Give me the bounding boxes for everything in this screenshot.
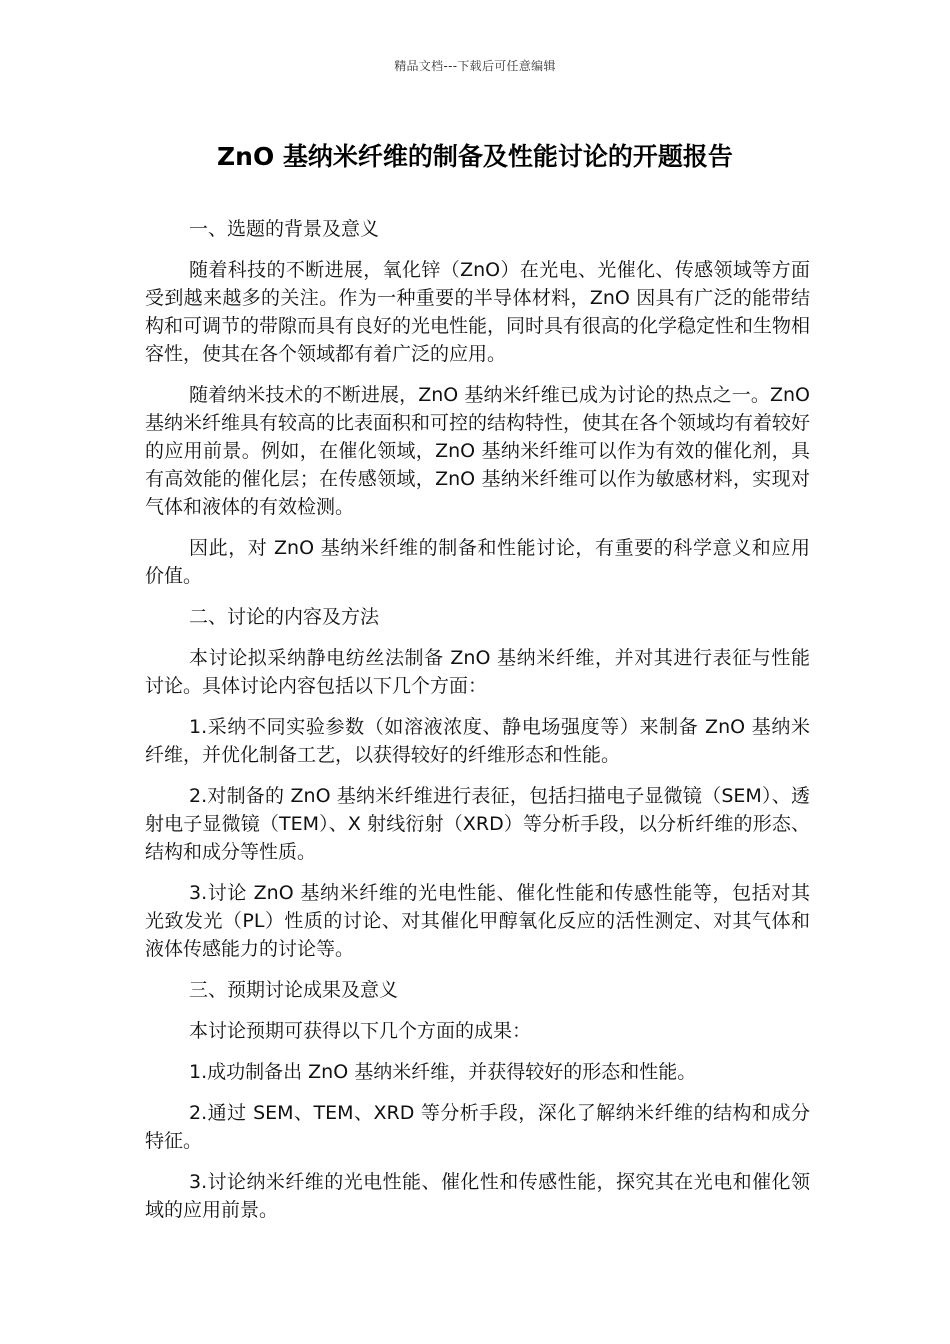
section-heading-content-methods: 二、讨论的内容及方法 [189, 606, 380, 628]
list-item: 2.通过 SEM、TEM、XRD 等分析手段，深化了解纳米纤维的结构和成分特征。 [145, 1102, 810, 1152]
header-note: 精品文档---下载后可任意编辑 [394, 59, 556, 73]
section-heading-background: 一、选题的背景及意义 [189, 218, 380, 240]
document-title: ZnO 基纳米纤维的制备及性能讨论的开题报告 [217, 142, 733, 171]
list-item: 3.讨论纳米纤维的光电性能、催化性和传感性能，探究其在光电和催化领域的应用前景。 [145, 1171, 810, 1221]
paragraph: 随着纳米技术的不断进展，ZnO 基纳米纤维已成为讨论的热点之一。ZnO 基纳米纤维具有较高的比表面积和可控的结构特性，使其在各个领域均有着较好的应用前景。例如，在催化领域，ZnO 基纳米纤维可以作为有效的催化剂，具有高效能的催化层；在传感领域，ZnO 基纳米纤维可以作为敏感材料，实现对气体和液体的有效检测。 [145, 384, 811, 518]
paragraph: 因此，对 ZnO 基纳米纤维的制备和性能讨论，有重要的科学意义和应用价值。 [145, 537, 810, 587]
paragraph: 随着科技的不断进展，氧化锌（ZnO）在光电、光催化、传感领域等方面受到越来越多的关注。作为一种重要的半导体材料，ZnO 因具有广泛的能带结构和可调节的带隙而具有良好的光电性能，同时具有很高的化学稳定性和生物相容性，使其在各个领域都有着广泛的应用。 [145, 259, 811, 365]
section-heading-expected-results: 三、预期讨论成果及意义 [189, 979, 399, 1001]
list-item: 1.采纳不同实验参数（如溶液浓度、静电场强度等）来制备 ZnO 基纳米纤维，并优化制备工艺，以获得较好的纤维形态和性能。 [145, 716, 810, 766]
list-item: 1.成功制备出 ZnO 基纳米纤维，并获得较好的形态和性能。 [189, 1061, 697, 1083]
paragraph: 本讨论预期可获得以下几个方面的成果： [189, 1020, 532, 1042]
document-body [145, 215, 810, 1237]
list-item: 2.对制备的 ZnO 基纳米纤维进行表征，包括扫描电子显微镜（SEM）、透射电子显微镜（TEM）、X 射线衍射（XRD）等分析手段，以分析纤维的形态、结构和成分等性质。 [145, 785, 810, 863]
paragraph: 本讨论拟采纳静电纺丝法制备 ZnO 基纳米纤维，并对其进行表征与性能讨论。具体讨论内容包括以下几个方面： [145, 647, 810, 697]
list-item: 3.讨论 ZnO 基纳米纤维的光电性能、催化性能和传感性能等，包括对其光致发光（PL）性质的讨论、对其催化甲醇氧化反应的活性测定、对其气体和液体传感能力的讨论等。 [145, 882, 810, 960]
